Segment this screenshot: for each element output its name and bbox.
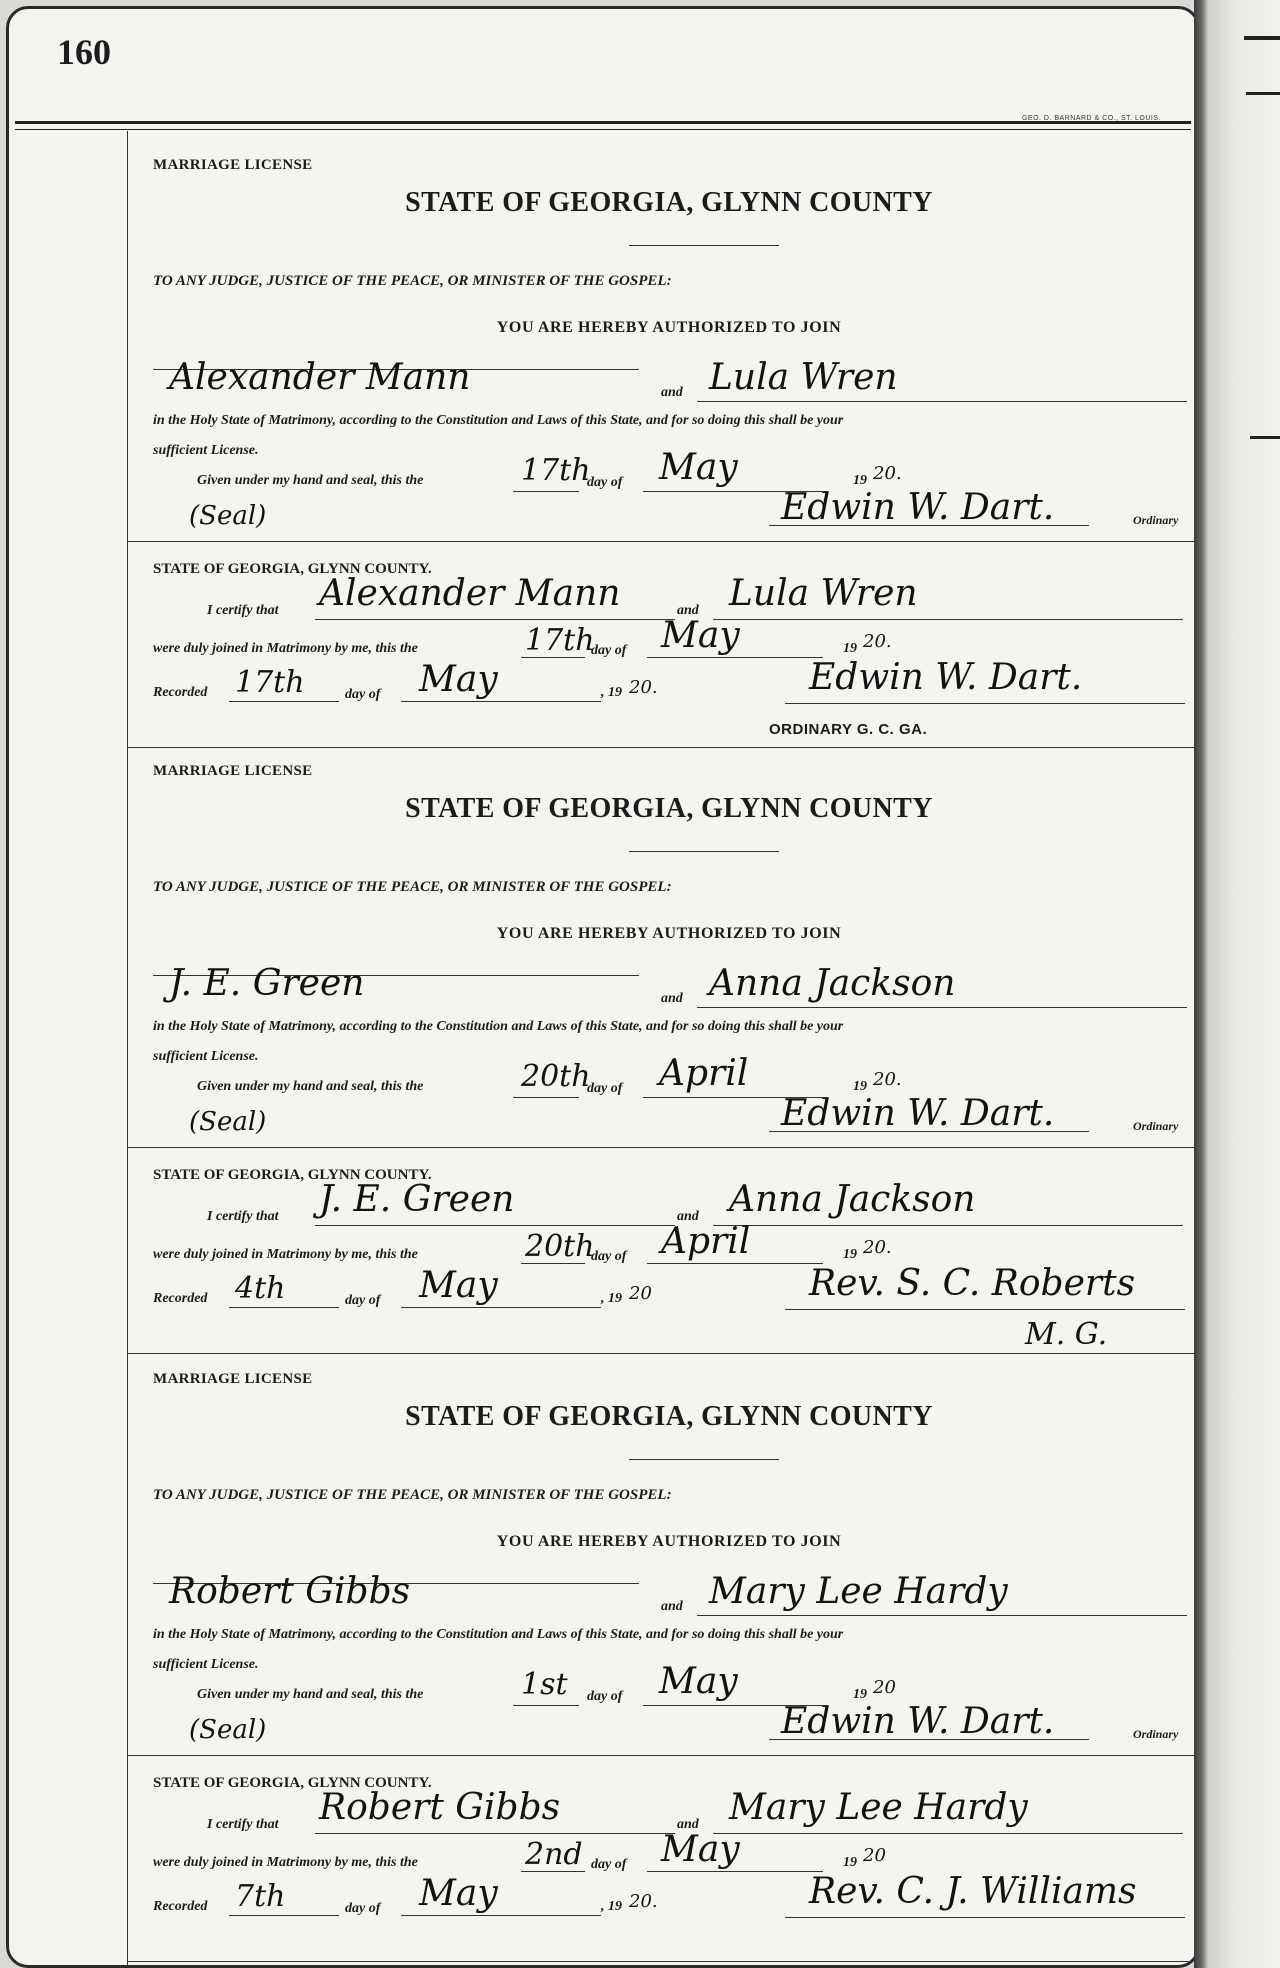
year-prefix: 19 (853, 1687, 867, 1702)
recorded-label: Recorded (153, 685, 208, 700)
groom-name: Robert Gibbs (169, 1571, 411, 1612)
married-month-line (647, 1871, 823, 1872)
recorded-month: May (419, 1873, 498, 1914)
cert-and-label: and (677, 1817, 699, 1832)
printer-imprint: GEO. D. BARNARD & CO., ST. LOUIS. (1021, 115, 1161, 122)
license-year: 20. (873, 463, 902, 484)
day-of-label: day of (587, 475, 623, 490)
cert-bride-line (713, 1225, 1183, 1226)
ordinary-label: Ordinary (1133, 513, 1179, 527)
bride-name: Anna Jackson (709, 963, 956, 1004)
record-end-divider (127, 1353, 1200, 1354)
and-label: and (661, 385, 683, 400)
officiant-signature: Edwin W. Dart. (809, 657, 1083, 698)
certify-label: I certify that (207, 603, 279, 618)
officiant-line (785, 1917, 1185, 1918)
duly-joined: were duly joined in Matrimony by me, this the (153, 1855, 418, 1870)
license-day: 20th (521, 1059, 591, 1094)
cert-bride-name: Lula Wren (729, 573, 918, 614)
year-prefix: 19 (853, 473, 867, 488)
married-day-of: day of (591, 1249, 627, 1264)
seal-mark: (Seal) (189, 501, 267, 531)
recorded-month: May (419, 659, 498, 700)
recorded-year-prefix: , 19 (601, 1291, 622, 1306)
sufficient-license: sufficient License. (153, 443, 259, 458)
authorized-line: YOU ARE HEREBY AUTHORIZED TO JOIN (496, 1533, 842, 1550)
license-month: April (659, 1053, 749, 1094)
recorded-year: 20. (629, 1891, 658, 1912)
state-heading: STATE OF GEORGIA, GLYNN COUNTY (405, 1401, 933, 1432)
married-month-line (647, 1263, 823, 1264)
heading-rule (629, 245, 779, 246)
bride-line (697, 401, 1187, 402)
groom-name: J. E. Green (169, 963, 365, 1004)
married-month: May (661, 615, 740, 656)
officiant-title: ORDINARY G. C. GA. (769, 721, 928, 738)
marriage-license-label: MARRIAGE LICENSE (153, 157, 313, 173)
officiant-line (785, 1309, 1185, 1310)
cert-groom-line (315, 1833, 675, 1834)
register-page (6, 6, 1200, 1968)
married-year-prefix: 19 (843, 641, 857, 656)
addressee-line: TO ANY JUDGE, JUSTICE OF THE PEACE, OR MINISTER OF THE GOSPEL: (153, 879, 672, 895)
recorded-label: Recorded (153, 1291, 208, 1306)
married-day: 17th (525, 623, 595, 658)
license-month: May (659, 1661, 738, 1702)
married-year: 20. (863, 631, 892, 652)
officiant-line (785, 703, 1185, 704)
record-end-divider (127, 747, 1200, 748)
license-signature: Edwin W. Dart. (781, 487, 1055, 528)
license-day-line (513, 491, 579, 492)
license-day: 17th (521, 453, 591, 488)
certify-label: I certify that (207, 1817, 279, 1832)
authorized-line: YOU ARE HEREBY AUTHORIZED TO JOIN (496, 925, 842, 942)
certificate-heading: STATE OF GEORGIA, GLYNN COUNTY. (153, 1775, 432, 1791)
cert-bride-line (713, 1833, 1183, 1834)
margin-line (127, 131, 128, 1965)
recorded-day: 7th (235, 1879, 286, 1914)
license-month: May (659, 447, 738, 488)
addressee-line: TO ANY JUDGE, JUSTICE OF THE PEACE, OR MINISTER OF THE GOSPEL: (153, 1487, 672, 1503)
record-end-divider (127, 1961, 1200, 1962)
given-under: Given under my hand and seal, this the (197, 473, 424, 488)
married-day: 20th (525, 1229, 595, 1264)
officiant-signature: Rev. S. C. Roberts (809, 1263, 1136, 1304)
cert-groom-line (315, 619, 675, 620)
cert-bride-line (713, 619, 1183, 620)
recorded-year: 20 (629, 1283, 652, 1304)
day-of-label: day of (587, 1081, 623, 1096)
given-under: Given under my hand and seal, this the (197, 1079, 424, 1094)
married-year: 20 (863, 1845, 886, 1866)
ordinary-label: Ordinary (1133, 1727, 1179, 1741)
day-of-label: day of (587, 1689, 623, 1704)
matrimony-text: in the Holy State of Matrimony, according to the Constitution and Laws of this State, and for so doing this shall be your (153, 1627, 844, 1642)
cert-and-label: and (677, 1209, 699, 1224)
certify-label: I certify that (207, 1209, 279, 1224)
ordinary-label: Ordinary (1133, 1119, 1179, 1133)
matrimony-text: in the Holy State of Matrimony, according to the Constitution and Laws of this State, and for so doing this shall be your (153, 413, 844, 428)
marriage-license-label: MARRIAGE LICENSE (153, 763, 313, 779)
bride-line (697, 1615, 1187, 1616)
license-signature: Edwin W. Dart. (781, 1701, 1055, 1742)
and-label: and (661, 991, 683, 1006)
recorded-day-line (229, 1915, 339, 1916)
recorded-day-of: day of (345, 1901, 381, 1916)
marriage-license-label: MARRIAGE LICENSE (153, 1371, 313, 1387)
recorded-label: Recorded (153, 1899, 208, 1914)
state-heading: STATE OF GEORGIA, GLYNN COUNTY (405, 793, 933, 824)
married-year-prefix: 19 (843, 1247, 857, 1262)
married-month-line (647, 657, 823, 658)
license-year: 20 (873, 1677, 896, 1698)
officiant-signature: Rev. C. J. Williams (809, 1871, 1137, 1912)
officiant-title: M. G. (1025, 1317, 1108, 1352)
recorded-month-line (401, 1915, 601, 1916)
bride-line (697, 1007, 1187, 1008)
section-divider (127, 1147, 1200, 1148)
married-day-of: day of (591, 1857, 627, 1872)
addressee-line: TO ANY JUDGE, JUSTICE OF THE PEACE, OR MINISTER OF THE GOSPEL: (153, 273, 672, 289)
cert-groom-name: J. E. Green (319, 1179, 515, 1220)
recorded-day: 17th (235, 665, 305, 700)
certificate-heading: STATE OF GEORGIA, GLYNN COUNTY. (153, 561, 432, 577)
recorded-year-prefix: , 19 (601, 1899, 622, 1914)
bride-name: Lula Wren (709, 357, 898, 398)
recorded-day: 4th (235, 1271, 286, 1306)
recorded-day-line (229, 701, 339, 702)
section-divider (127, 541, 1200, 542)
bride-name: Mary Lee Hardy (709, 1571, 1008, 1612)
top-rule (15, 121, 1191, 124)
married-year: 20. (863, 1237, 892, 1258)
duly-joined: were duly joined in Matrimony by me, this the (153, 1247, 418, 1262)
license-signature: Edwin W. Dart. (781, 1093, 1055, 1134)
cert-bride-name: Anna Jackson (729, 1179, 976, 1220)
recorded-day-of: day of (345, 687, 381, 702)
authorized-line: YOU ARE HEREBY AUTHORIZED TO JOIN (496, 319, 842, 336)
book-spine (1194, 0, 1280, 1968)
recorded-month: May (419, 1265, 498, 1306)
sufficient-license: sufficient License. (153, 1657, 259, 1672)
married-day-of: day of (591, 643, 627, 658)
cert-groom-line (315, 1225, 675, 1226)
seal-mark: (Seal) (189, 1107, 267, 1137)
married-month: May (661, 1829, 740, 1870)
groom-name: Alexander Mann (169, 357, 471, 398)
license-day-line (513, 1705, 579, 1706)
heading-rule (629, 851, 779, 852)
recorded-month-line (401, 701, 601, 702)
license-day-line (513, 1097, 579, 1098)
married-day: 2nd (525, 1837, 583, 1872)
state-heading: STATE OF GEORGIA, GLYNN COUNTY (405, 187, 933, 218)
top-rule-thin (15, 129, 1191, 130)
sufficient-license: sufficient License. (153, 1049, 259, 1064)
seal-mark: (Seal) (189, 1715, 267, 1745)
duly-joined: were duly joined in Matrimony by me, this the (153, 641, 418, 656)
married-year-prefix: 19 (843, 1855, 857, 1870)
section-divider (127, 1755, 1200, 1756)
cert-bride-name: Mary Lee Hardy (729, 1787, 1028, 1828)
cert-groom-name: Robert Gibbs (319, 1787, 561, 1828)
recorded-year-prefix: , 19 (601, 685, 622, 700)
license-year: 20. (873, 1069, 902, 1090)
heading-rule (629, 1459, 779, 1460)
recorded-month-line (401, 1307, 601, 1308)
given-under: Given under my hand and seal, this the (197, 1687, 424, 1702)
page-number: 160 (57, 32, 111, 72)
cert-and-label: and (677, 603, 699, 618)
license-day: 1st (521, 1667, 568, 1702)
and-label: and (661, 1599, 683, 1614)
cert-groom-name: Alexander Mann (319, 573, 621, 614)
certificate-heading: STATE OF GEORGIA, GLYNN COUNTY. (153, 1167, 432, 1183)
year-prefix: 19 (853, 1079, 867, 1094)
matrimony-text: in the Holy State of Matrimony, according to the Constitution and Laws of this State, and for so doing this shall be your (153, 1019, 844, 1034)
recorded-day-of: day of (345, 1293, 381, 1308)
married-month: April (661, 1221, 751, 1262)
recorded-day-line (229, 1307, 339, 1308)
recorded-year: 20. (629, 677, 658, 698)
